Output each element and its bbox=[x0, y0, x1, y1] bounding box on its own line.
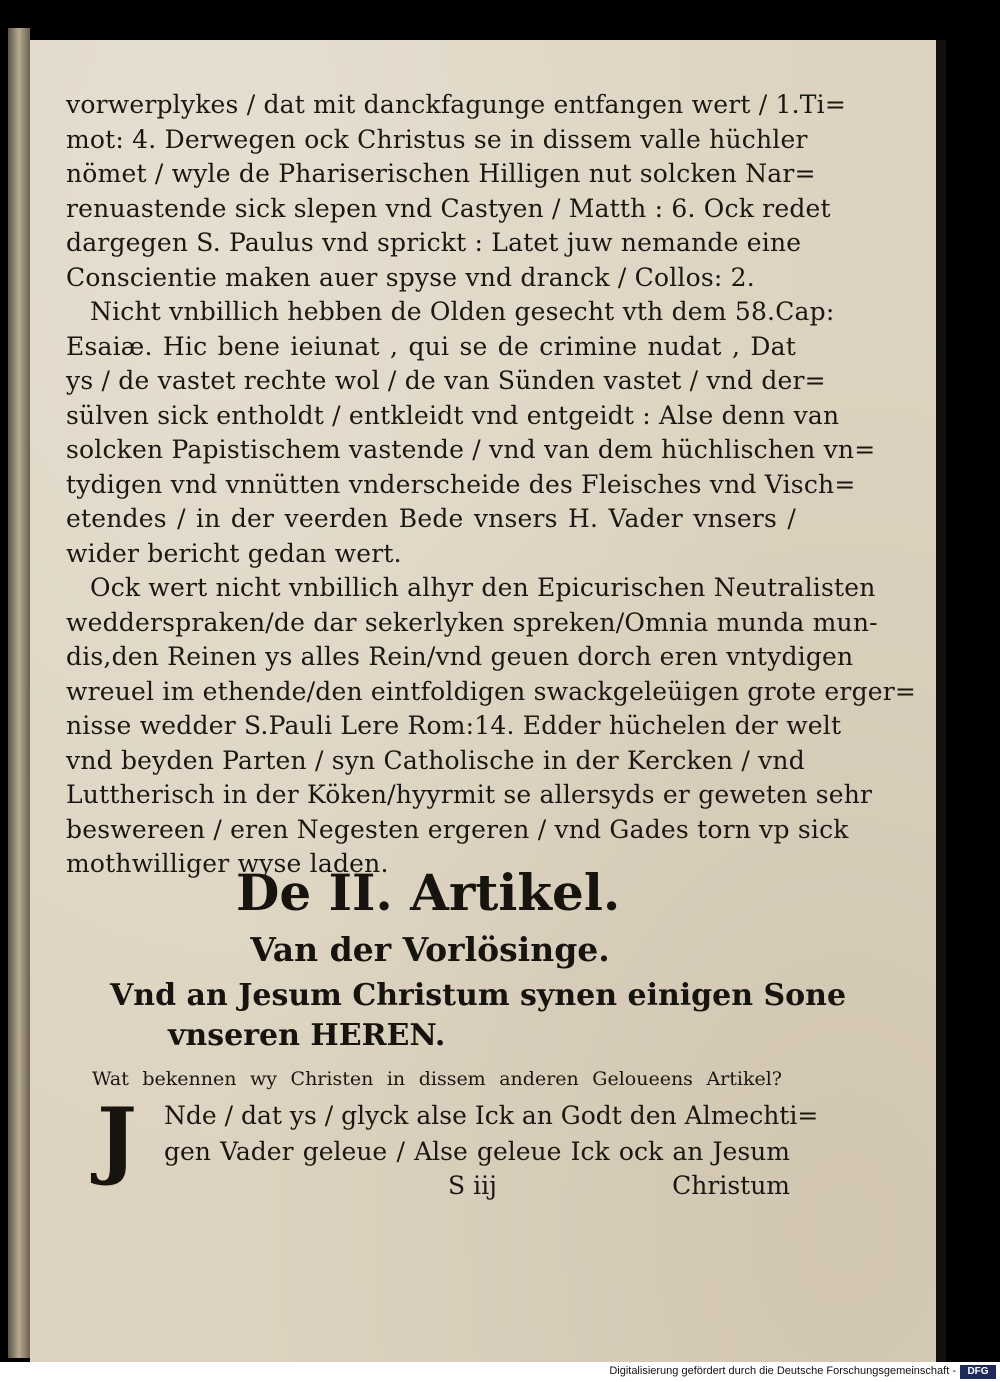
body-line: nömet / wyle de Phariserischen Hilligen nut solcken Nar= bbox=[66, 159, 816, 188]
catchword: Christum bbox=[672, 1171, 790, 1200]
body-line: vorwerplykes / dat mit danckfagunge entfangen wert / 1.Ti= bbox=[66, 90, 846, 119]
creed-verse-line-1: Vnd an Jesum Christum synen einigen Sone bbox=[110, 978, 847, 1013]
body-line: solcken Papistischem vastende / vnd van dem hüchlischen vn= bbox=[66, 435, 876, 464]
article-subtitle: Van der Vorlösinge. bbox=[250, 930, 610, 969]
body-line: mot: 4. Derwegen ock Christus se in dissem valle hüchler bbox=[66, 124, 808, 154]
funding-credit: Digitalisierung gefördert durch die Deutsche Forschungsgemeinschaft - bbox=[609, 1365, 956, 1377]
body-line: Nicht vnbillich hebben de Olden gesecht vth dem 58.Cap: bbox=[90, 297, 835, 326]
creed-verse-line-2: vnseren HEREN. bbox=[168, 1018, 446, 1053]
body-line: nisse wedder S.Pauli Lere Rom:14. Edder hüchelen der welt bbox=[66, 711, 842, 740]
body-line: tydigen vnd vnnütten vnderscheide des Fleisches vnd Visch= bbox=[66, 469, 856, 499]
body-line: sülven sick entholdt / entkleidt vnd entgeidt : Alse denn van bbox=[66, 400, 840, 430]
body-line: Esaiæ. Hic bene ieiunat , qui se de crimine nudat , Dat bbox=[66, 331, 796, 361]
page-foot bbox=[164, 1168, 790, 1204]
body-line: dargegen S. Paulus vnd sprickt : Latet juw nemande eine bbox=[66, 228, 802, 257]
dfg-logo-icon: DFG bbox=[960, 1365, 996, 1379]
body-line: renuastende sick slepen vnd Castyen / Matth : 6. Ock redet bbox=[66, 193, 831, 223]
body-line: wedderspraken/de dar sekerlyken spreken/Omnia munda mun- bbox=[66, 607, 878, 637]
answer-text bbox=[164, 1098, 819, 1170]
body-line: wreuel im ethende/den eintfoldigen swackgeleüigen grote erger= bbox=[66, 676, 917, 706]
body-line: ys / de vastet rechte wol / de van Sünden vastet / vnd der= bbox=[66, 366, 826, 395]
book-binding-edge bbox=[8, 28, 30, 1358]
body-line: dis,den Reinen ys alles Rein/vnd geuen dorch eren vntydigen bbox=[66, 642, 854, 671]
body-text bbox=[66, 88, 917, 882]
body-line: Conscientie maken auer spyse vnd dranck / Collos: 2. bbox=[66, 262, 755, 292]
article-heading: De II. Artikel. bbox=[236, 863, 621, 922]
body-line: beswereen / eren Negesten ergeren / vnd Gades torn vp sick bbox=[66, 814, 849, 844]
body-line: Ock wert nicht vnbillich alhyr den Epicurischen Neutralisten bbox=[90, 573, 876, 602]
digitization-footer bbox=[0, 1362, 1000, 1382]
decorated-initial: J bbox=[97, 1089, 137, 1188]
body-line: wider bericht gedan wert. bbox=[66, 538, 402, 568]
answer-line-2: gen Vader geleue / Alse geleue Ick ock an Jesum bbox=[164, 1137, 790, 1166]
body-line: etendes / in der veerden Bede vnsers H. Vader vnsers / bbox=[66, 504, 796, 533]
catechism-question: Wat bekennen wy Christen in dissem anderen Geloueens Artikel? bbox=[92, 1068, 782, 1090]
creed-verse bbox=[110, 976, 847, 1056]
body-line: mothwilliger wyse laden. bbox=[66, 849, 389, 878]
body-line: vnd beyden Parten / syn Catholische in der Kercken / vnd bbox=[66, 745, 805, 775]
signature-mark: S iij bbox=[448, 1171, 497, 1200]
body-line: Luttherisch in der Köken/hyyrmit se allersyds er geweten sehr bbox=[66, 780, 873, 809]
answer-line-1: Nde / dat ys / glyck alse Ick an Godt den Almechti= bbox=[164, 1101, 819, 1130]
page-right-edge bbox=[936, 40, 946, 1362]
